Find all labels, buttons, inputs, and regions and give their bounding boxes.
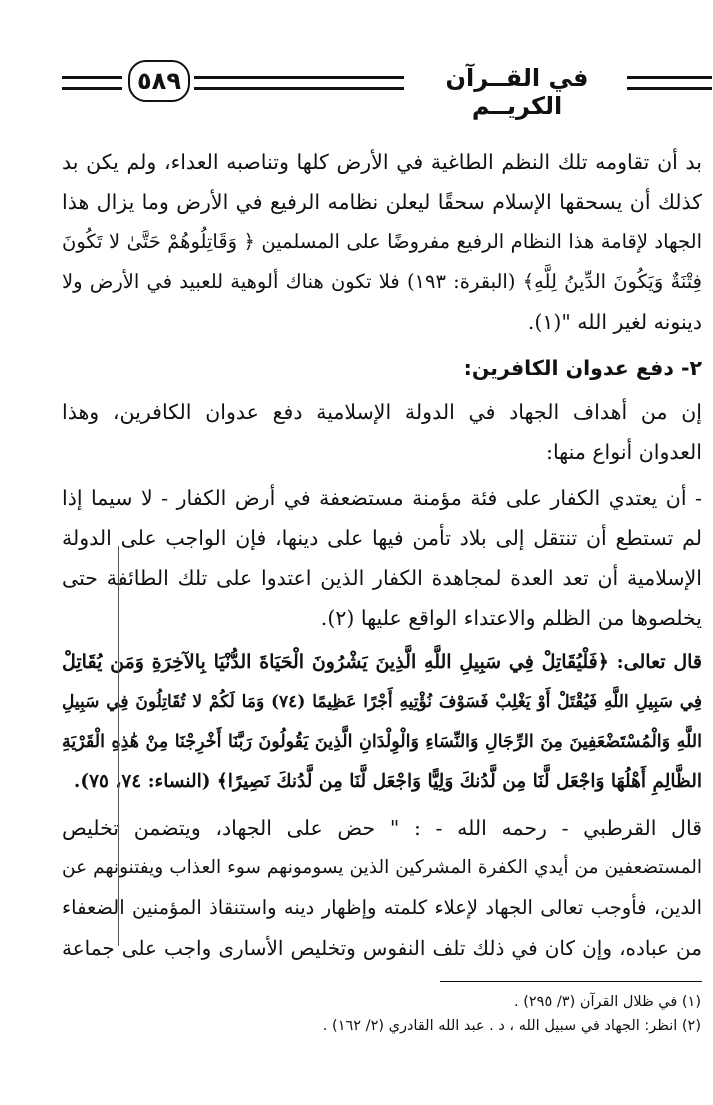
body-line: فِتْنَةٌ وَيَكُونَ الدِّينُ لِلَّهِ﴾ (البقرة: ١٩٣) فلا تكون هناك ألوهية للعبيد في الأرض ولا: [62, 270, 702, 293]
body-line: كذلك أن يسحقها الإسلام سحقًا ليعلن نظامه الرفيع في الأرض وما يزال هذا: [62, 190, 702, 214]
footnote: (١) في ظلال القرآن (٣/ ٢٩٥) .: [514, 994, 701, 1010]
body-line: لم تستطع أن تنتقل إلى بلاد تأمن فيها على دينها، فإن الواجب على الدولة: [62, 526, 702, 550]
header-rule-right: [627, 76, 712, 90]
body-line: - أن يعتدي الكفار على فئة مؤمنة مستضعفة في أرض الكفار - لا سيما إذا: [62, 486, 702, 510]
header-rule-left: [62, 76, 122, 90]
body-line: بد أن تقاومه تلك النظم الطاغية في الأرض كلها وتناصبه العداء، ولم يكن بد: [62, 150, 702, 174]
quran-verse-line: الظَّالِمِ أَهْلُهَا وَاجْعَل لَّنَا مِن لَّدُنكَ وَلِيًّا وَاجْعَل لَّنَا مِن لَّدُنكَ نَصِيرًا﴾ (النساء: ٧٤، ٧٥).: [73, 771, 702, 792]
body-line: الدين، فأوجب تعالى الجهاد لإعلاء كلمته وإظهار دينه واستنقاذ المؤمنين الضعفاء: [62, 896, 702, 919]
body-line: إن من أهداف الجهاد في الدولة الإسلامية دفع عدوان الكافرين، وهذا: [62, 400, 702, 424]
page-header: [62, 58, 712, 120]
body-line: يخلصوها من الظلم والاعتداء الواقع عليها (٢).: [320, 606, 702, 630]
quran-verse-line: قال تعالى: ﴿فَلْيُقَاتِلْ فِي سَبِيلِ اللَّهِ الَّذِينَ يَشْرُونَ الْحَيَاةَ الدُّنْيَا بِالآخِرَةِ وَمَن يُقَاتِلْ: [62, 651, 702, 673]
body-line: الجهاد لإقامة هذا النظام الرفيع مفروضًا على المسلمين ﴿ وَقَاتِلُوهُمْ حَتَّىٰ لا تَكُونَ: [62, 230, 702, 253]
running-title: في القــرآن الكريــم: [445, 64, 589, 120]
body-line: دينونه لغير الله "(١).: [527, 310, 702, 334]
section-heading: ٢- دفع عدوان الكافرين:: [463, 356, 702, 380]
header-rule-middle: [194, 76, 404, 90]
body-line: العدوان أنواع منها:: [546, 440, 702, 464]
body-line: المستضعفين من أيدي الكفرة المشركين الذين يسومونهم سوء العذاب ويفتنونهم عن: [62, 857, 702, 878]
scan-fold-line: [118, 546, 119, 946]
body-line: من عباده، وإن كان في ذلك تلف النفوس وتخليص الأسارى واجب على جماعة: [62, 936, 702, 960]
footnote: (٢) انظر: الجهاد في سبيل الله ، د . عبد الله القادري (٢/ ١٦٢) .: [322, 1018, 701, 1034]
quran-verse-line: فِي سَبِيلِ اللَّهِ فَيُقْتَلْ أَوْ يَغْلِبْ فَسَوْفَ نُؤْتِيهِ أَجْرًا عَظِيمًا (٧٤) وَمَا لَكُمْ لا تُقَاتِلُونَ فِي سَبِيلِ: [62, 692, 702, 712]
body-line: قال القرطبي - رحمه الله - : " حض على الجهاد، ويتضمن تخليص: [62, 816, 702, 840]
body-line: الإسلامية أن تعد العدة لمجاهدة الكفار الذين اعتدوا على تلك الطائفة حتى: [62, 566, 702, 590]
footnote-separator: [440, 981, 702, 982]
quran-verse-line: اللَّهِ وَالْمُسْتَضْعَفِينَ مِنَ الرِّجَالِ وَالنِّسَاءِ وَالْوِلْدَانِ الَّذِينَ يَقُولُونَ رَبَّنَا أَخْرِجْنَا مِنْ هَٰذِهِ الْقَرْيَةِ: [62, 732, 702, 752]
page-number: ٥٨٩: [128, 60, 190, 102]
